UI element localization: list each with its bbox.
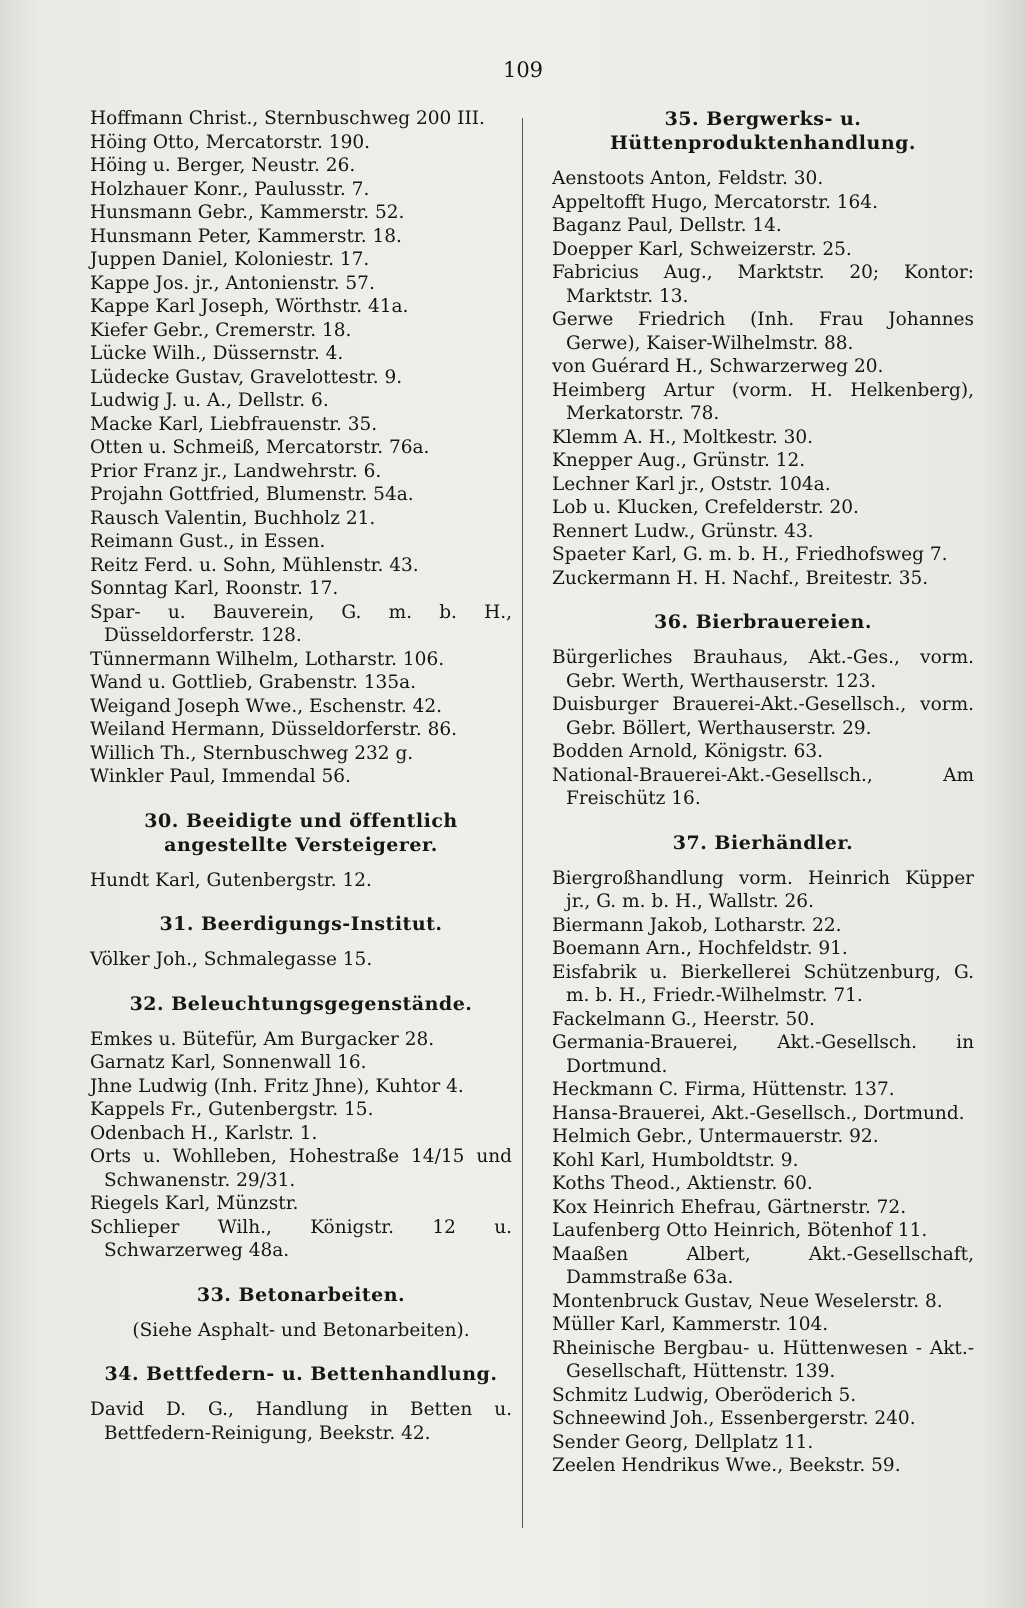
directory-entry: Kiefer Gebr., Cremerstr. 18. xyxy=(90,319,352,341)
directory-entry: Schneewind Joh., Essenbergerstr. 240. xyxy=(552,1408,916,1429)
directory-entry: Zeelen Hendrikus Wwe., Beekstr. 59. xyxy=(552,1455,901,1476)
directory-entry: Weigand Joseph Wwe., Eschenstr. 42. xyxy=(90,695,443,717)
directory-entry: Hundt Karl, Gutenbergstr. 12. xyxy=(90,869,372,891)
directory-entry: Germania-Brauerei, Akt.-Gesellsch. in Dortmund. xyxy=(552,1032,974,1077)
directory-entry: Weiland Hermann, Düsseldorferstr. 86. xyxy=(90,719,458,740)
column-divider xyxy=(522,118,523,1528)
entry-list xyxy=(552,167,974,590)
section-heading-37: 37. Bierhändler. xyxy=(672,831,854,854)
directory-entry: Müller Karl, Kammerstr. 104. xyxy=(552,1314,829,1335)
section-heading-35: 35. Bergwerks- u. Hüttenproduktenhandlung. xyxy=(609,108,917,154)
right-column xyxy=(552,107,974,1478)
directory-entry: Völker Joh., Schmalegasse 15. xyxy=(90,949,373,970)
directory-entry: Schmitz Ludwig, Oberöderich 5. xyxy=(552,1384,857,1406)
entry-list xyxy=(90,869,512,893)
directory-entry: Riegels Karl, Münzstr. xyxy=(90,1193,299,1214)
directory-entry: Biergroßhandlung vorm. Heinrich Küpper jr., G. m. b. H., Wallstr. 26. xyxy=(552,867,974,912)
directory-entry: Aenstoots Anton, Feldstr. 30. xyxy=(552,168,824,189)
directory-entry: Doepper Karl, Schweizerstr. 25. xyxy=(552,238,852,260)
directory-entry: Hansa-Brauerei, Akt.-Gesellsch., Dortmund. xyxy=(552,1102,965,1124)
directory-entry: Knepper Aug., Grünstr. 12. xyxy=(552,450,806,471)
directory-entry: Holzhauer Konr., Paulusstr. 7. xyxy=(90,178,370,200)
directory-entry: Duisburger Brauerei-Akt.-Gesellsch., vorm. Gebr. Böllert, Werthauserstr. 29. xyxy=(552,694,974,739)
entry-list xyxy=(90,1028,512,1263)
directory-entry: Sonntag Karl, Roonstr. 17. xyxy=(90,578,339,599)
directory-entry: Rheinische Bergbau- u. Hüttenwesen - Akt.-Gesellschaft, Hüttenstr. 139. xyxy=(552,1337,974,1382)
directory-entry: Kohl Karl, Humboldtstr. 9. xyxy=(552,1149,799,1171)
directory-entry: Boemann Arn., Hochfeldstr. 91. xyxy=(552,938,848,959)
directory-entry: Kappe Karl Joseph, Wörthstr. 41a. xyxy=(90,296,409,317)
directory-entry: Bodden Arnold, Königstr. 63. xyxy=(552,741,823,762)
directory-entry: Laufenberg Otto Heinrich, Bötenhof 11. xyxy=(552,1220,928,1241)
directory-entry: Reitz Ferd. u. Sohn, Mühlenstr. 43. xyxy=(90,554,419,576)
directory-entry: Fabricius Aug., Marktstr. 20; Kontor: Marktstr. 13. xyxy=(552,262,974,307)
directory-entry: Rausch Valentin, Buchholz 21. xyxy=(90,507,376,529)
directory-entry: Hunsmann Gebr., Kammerstr. 52. xyxy=(90,202,405,223)
directory-entry: Spaeter Karl, G. m. b. H., Friedhofsweg 7. xyxy=(552,544,948,565)
directory-entry: Biermann Jakob, Lotharstr. 22. xyxy=(552,914,842,936)
section-heading-32: 32. Beleuchtungsgegenstände. xyxy=(129,992,473,1015)
directory-entry: Lechner Karl jr., Oststr. 104a. xyxy=(552,473,831,495)
directory-entry: Heckmann C. Firma, Hüttenstr. 137. xyxy=(552,1079,895,1100)
directory-entry: Eisfabrik u. Bierkellerei Schützenburg, G. m. b. H., Friedr.-Wilhelmstr. 71. xyxy=(552,961,974,1006)
directory-entry: Ludwig J. u. A., Dellstr. 6. xyxy=(90,390,329,411)
directory-entry: Garnatz Karl, Sonnenwall 16. xyxy=(90,1052,367,1073)
directory-entry: Willich Th., Sternbuschweg 232 g. xyxy=(90,742,414,764)
directory-entry: National-Brauerei-Akt.-Gesellsch., Am Freischütz 16. xyxy=(552,764,974,809)
directory-entry: Lüdecke Gustav, Gravelottestr. 9. xyxy=(90,366,403,388)
directory-entry: Prior Franz jr., Landwehrstr. 6. xyxy=(90,460,382,482)
directory-entry: Höing Otto, Mercatorstr. 190. xyxy=(90,131,370,153)
directory-entry: Maaßen Albert, Akt.-Gesellschaft, Dammstraße 63a. xyxy=(552,1243,974,1288)
directory-entry: Zuckermann H. H. Nachf., Breitestr. 35. xyxy=(552,567,929,589)
section-heading-36: 36. Bierbrauereien. xyxy=(654,611,872,633)
directory-entry: Hunsmann Peter, Kammerstr. 18. xyxy=(90,225,402,247)
directory-entry: Kox Heinrich Ehefrau, Gärtnerstr. 72. xyxy=(552,1196,907,1218)
directory-entry: Kappels Fr., Gutenbergstr. 15. xyxy=(90,1099,374,1120)
directory-entry: Orts u. Wohlleben, Hohestraße 14/15 und Schwanenstr. 29/31. xyxy=(90,1146,512,1191)
section-heading-30: 30. Beeidigte und öffentlich angestellte Versteigerer. xyxy=(144,809,458,856)
directory-entry: Winkler Paul, Immendal 56. xyxy=(90,766,351,787)
directory-entry: Lücke Wilh., Düssernstr. 4. xyxy=(90,343,344,364)
directory-entry: Klemm A. H., Moltkestr. 30. xyxy=(552,426,814,448)
directory-entry: Wand u. Gottlieb, Grabenstr. 135a. xyxy=(90,672,416,693)
entry-list xyxy=(552,646,974,811)
directory-entry: Koths Theod., Aktienstr. 60. xyxy=(552,1173,813,1194)
directory-entry: von Guérard H., Schwarzerweg 20. xyxy=(552,356,884,377)
directory-entry: Höing u. Berger, Neustr. 26. xyxy=(90,155,356,176)
page-number: 109 xyxy=(502,58,544,82)
directory-entry: Macke Karl, Liebfrauenstr. 35. xyxy=(90,413,378,435)
directory-entry: Hoffmann Christ., Sternbuschweg 200 III. xyxy=(90,108,485,129)
entry-list xyxy=(552,867,974,1478)
cross-reference-note: (Siehe Asphalt- und Betonarbeiten). xyxy=(132,1319,470,1341)
section-heading-31: 31. Beerdigungs-Institut. xyxy=(159,913,443,935)
directory-entry: Lob u. Klucken, Crefelderstr. 20. xyxy=(552,497,859,518)
directory-entry: Odenbach H., Karlstr. 1. xyxy=(90,1122,318,1144)
directory-entry: Rennert Ludw., Grünstr. 43. xyxy=(552,520,814,542)
directory-entry: Jhne Ludwig (Inh. Fritz Jhne), Kuhtor 4. xyxy=(90,1075,464,1097)
directory-entry: Gerwe Friedrich (Inh. Frau Johannes Gerwe), Kaiser-Wilhelmstr. 88. xyxy=(552,309,974,354)
section-heading-33: 33. Betonarbeiten. xyxy=(196,1283,406,1306)
directory-entry: Heimberg Artur (vorm. H. Helkenberg), Merkatorstr. 78. xyxy=(552,379,974,424)
directory-entry: Otten u. Schmeiß, Mercatorstr. 76a. xyxy=(90,437,430,458)
directory-entry: Juppen Daniel, Koloniestr. 17. xyxy=(90,249,370,270)
entry-list xyxy=(90,107,512,789)
left-column xyxy=(90,107,512,1445)
directory-entry: Baganz Paul, Dellstr. 14. xyxy=(552,215,782,236)
directory-entry: Sender Georg, Dellplatz 11. xyxy=(552,1431,814,1453)
directory-entry: Reimann Gust., in Essen. xyxy=(90,531,326,552)
entry-list xyxy=(90,948,512,972)
directory-entry: Schlieper Wilh., Königstr. 12 u. Schwarzerweg 48a. xyxy=(90,1216,512,1261)
directory-entry: Kappe Jos. jr., Antonienstr. 57. xyxy=(90,272,375,294)
directory-entry: Spar- u. Bauverein, G. m. b. H., Düsseldorferstr. 128. xyxy=(90,601,512,646)
directory-entry: Appeltofft Hugo, Mercatorstr. 164. xyxy=(552,191,878,213)
entry-list xyxy=(90,1398,512,1445)
directory-entry: Fackelmann G., Heerstr. 50. xyxy=(552,1008,815,1030)
directory-entry: Emkes u. Bütefür, Am Burgacker 28. xyxy=(90,1028,435,1050)
directory-entry: Bürgerliches Brauhaus, Akt.-Ges., vorm. Gebr. Werth, Werthauserstr. 123. xyxy=(552,647,974,692)
directory-entry: Montenbruck Gustav, Neue Weselerstr. 8. xyxy=(552,1290,943,1312)
directory-entry: Projahn Gottfried, Blumenstr. 54a. xyxy=(90,484,414,505)
section-heading-34: 34. Bettfedern- u. Bettenhandlung. xyxy=(104,1363,498,1385)
directory-entry: Tünnermann Wilhelm, Lotharstr. 106. xyxy=(90,648,445,670)
directory-entry: Helmich Gebr., Untermauerstr. 92. xyxy=(552,1126,879,1147)
directory-entry: David D. G., Handlung in Betten u. Bettfedern-Reinigung, Beekstr. 42. xyxy=(90,1399,512,1444)
